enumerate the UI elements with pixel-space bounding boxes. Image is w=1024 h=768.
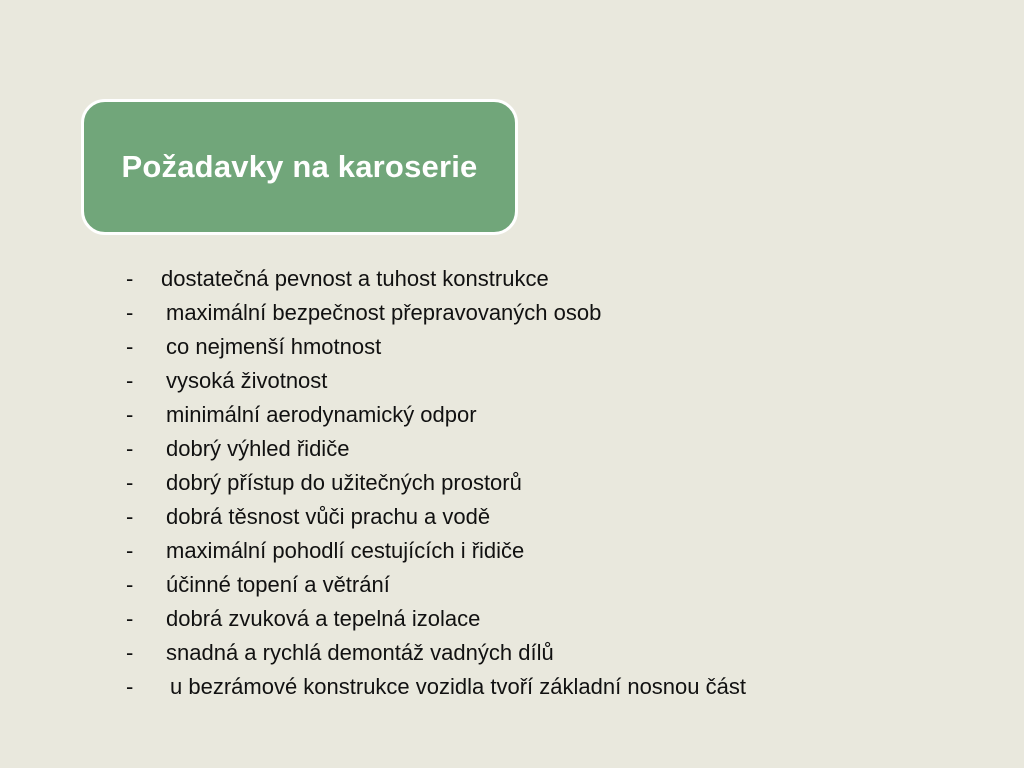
- list-item: [126, 670, 746, 704]
- list-item: [126, 330, 746, 364]
- list-item-text: dobrý výhled řidiče: [166, 436, 350, 461]
- list-item-text: maximální bezpečnost přepravovaných osob: [166, 300, 602, 325]
- bullet-dash: -: [126, 266, 134, 291]
- requirements-list: [126, 262, 746, 704]
- title-box: [81, 99, 518, 235]
- list-item-text: vysoká životnost: [166, 368, 328, 393]
- bullet-dash: -: [126, 470, 134, 495]
- list-item-text: dobrý přístup do užitečných prostorů: [166, 470, 522, 495]
- bullet-dash: -: [126, 368, 134, 393]
- list-item-text: dostatečná pevnost a tuhost konstrukce: [161, 266, 549, 291]
- list-item: [126, 296, 746, 330]
- list-item: [126, 364, 746, 398]
- list-item: [126, 432, 746, 466]
- bullet-dash: -: [126, 402, 134, 427]
- list-item-text: minimální aerodynamický odpor: [166, 402, 477, 427]
- list-item: [126, 398, 746, 432]
- bullet-dash: -: [126, 674, 134, 699]
- list-item-text: dobrá těsnost vůči prachu a vodě: [166, 504, 491, 529]
- bullet-dash: -: [126, 504, 134, 529]
- list-item: [126, 636, 746, 670]
- list-item: [126, 262, 746, 296]
- slide-title: Požadavky na karoserie: [121, 149, 478, 184]
- list-item: [126, 568, 746, 602]
- list-item: [126, 466, 746, 500]
- list-item-text: účinné topení a větrání: [166, 572, 390, 597]
- list-item-text: maximální pohodlí cestujících i řidiče: [166, 538, 525, 563]
- bullet-dash: -: [126, 572, 134, 597]
- bullet-dash: -: [126, 436, 134, 461]
- list-item-text: u bezrámové konstrukce vozidla tvoří základní nosnou část: [170, 674, 746, 699]
- list-item-text: snadná a rychlá demontáž vadných dílů: [166, 640, 554, 665]
- bullet-dash: -: [126, 640, 134, 665]
- list-item: [126, 602, 746, 636]
- bullet-dash: -: [126, 606, 134, 631]
- bullet-dash: -: [126, 538, 134, 563]
- list-item: [126, 500, 746, 534]
- bullet-dash: -: [126, 334, 134, 359]
- bullet-dash: -: [126, 300, 134, 325]
- list-item-text: dobrá zvuková a tepelná izolace: [166, 606, 481, 631]
- list-item: [126, 534, 746, 568]
- list-item-text: co nejmenší hmotnost: [166, 334, 382, 359]
